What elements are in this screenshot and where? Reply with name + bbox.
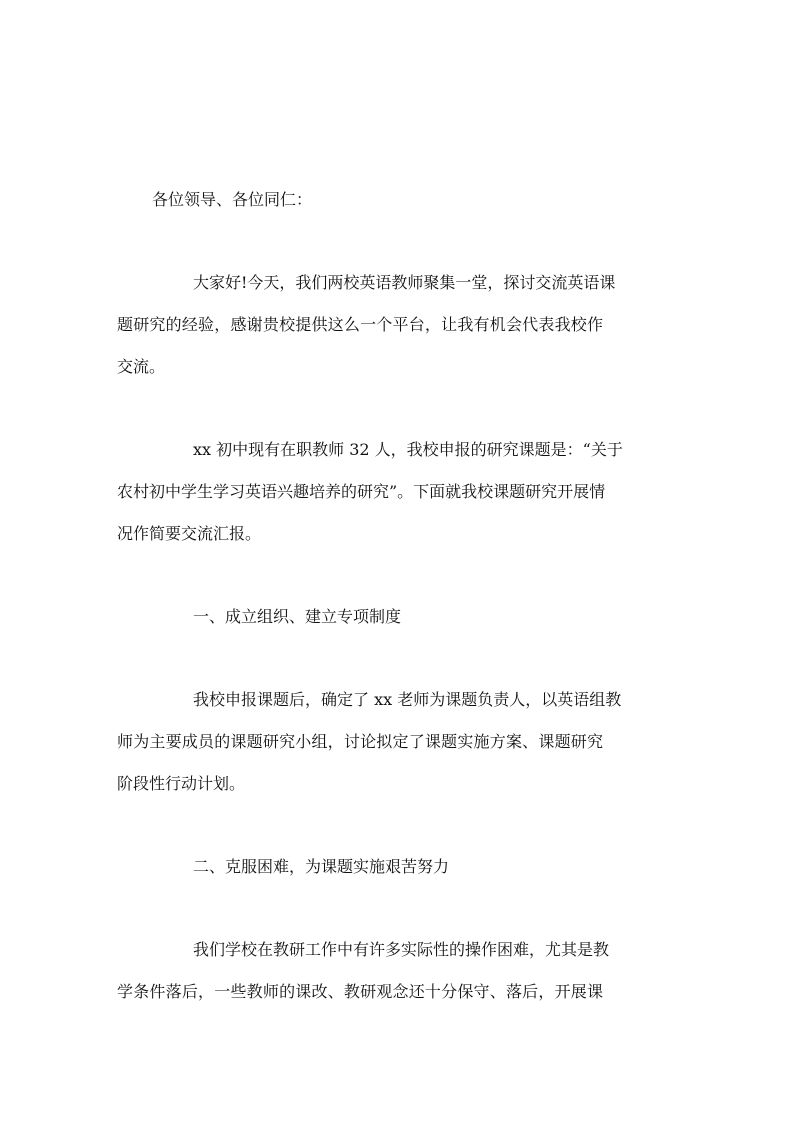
paragraph-line: 学条件落后，一些教师的课改、教研观念还十分保守、落后，开展课 (117, 982, 603, 1001)
paragraph-line: xx 初中现有在职教师 32 人，我校申报的研究课题是：“关于 (193, 440, 623, 459)
paragraph-line: 题研究的经验，感谢贵校提供这么一个平台，让我有机会代表我校作 (117, 315, 603, 334)
paragraph-line: 况作简要交流汇报。 (117, 524, 262, 543)
section-heading-2: 二、克服困难，为课题实施艰苦努力 (193, 857, 450, 876)
paragraph-line: 师为主要成员的课题研究小组，讨论拟定了课题实施方案、课题研究 (117, 732, 603, 751)
paragraph-line: 我们学校在教研工作中有许多实际性的操作困难，尤其是教 (193, 940, 610, 959)
salutation: 各位领导、各位同仁： (152, 190, 313, 209)
paragraph-line: 交流。 (117, 357, 166, 376)
paragraph-line: 农村初中学生学习英语兴趣培养的研究”。下面就我校课题研究开展情 (117, 482, 606, 501)
paragraph-line: 我校申报课题后，确定了 xx 老师为课题负责人，以英语组教 (193, 690, 622, 709)
paragraph-line: 阶段性行动计划。 (117, 774, 246, 793)
paragraph-line: 大家好!今天，我们两校英语教师聚集一堂，探讨交流英语课 (193, 273, 616, 292)
section-heading-1: 一、成立组织、建立专项制度 (193, 607, 402, 626)
